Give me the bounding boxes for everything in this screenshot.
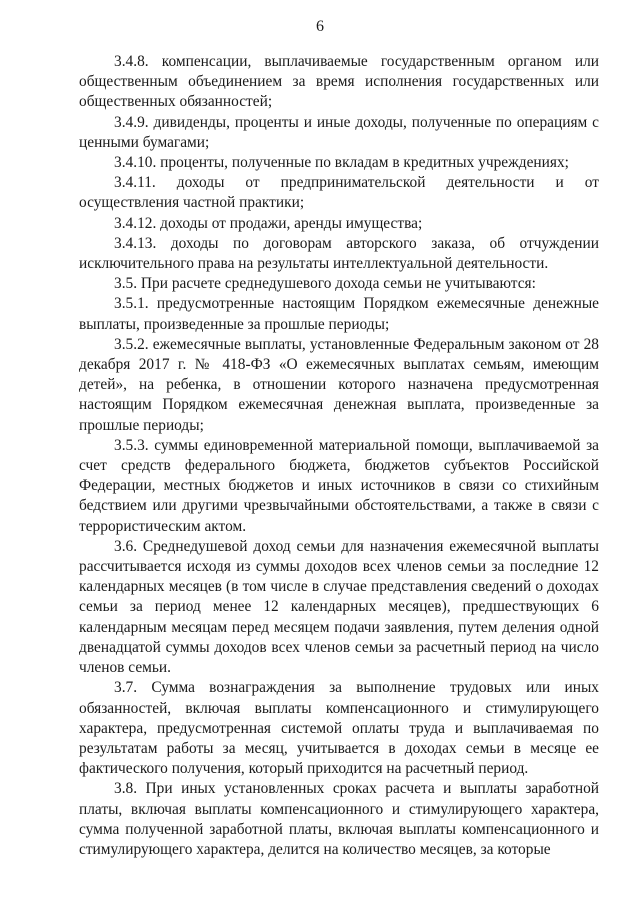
paragraph-3-4-11: 3.4.11. доходы от предпринимательской деятельности и от осуществления частной практики; [79,174,599,212]
paragraph-3-8: 3.8. При иных установленных сроках расчета и выплаты заработной платы, включая выплаты компенсационного и стимулирующего характера, сумма полученной заработной платы, включая выплаты компенсационного и стимулирующего характера, делится на количество месяцев, за которые [79,780,599,858]
paragraph-3-4-9: 3.4.9. дивиденды, проценты и иные доходы, полученные по операциям с ценными бумагами; [79,113,599,151]
paragraph-3-4-12: 3.4.12. доходы от продажи, аренды имущества; [114,214,423,232]
paragraph-3-7: 3.7. Сумма вознаграждения за выполнение трудовых или иных обязанностей, включая выплаты компенсационного и стимулирующего характера, предусмотренная системой оплаты труда и выплачиваемая по результатам работы за месяц, учитывается в доходах семьи в месяце ее фактического получения, который приходится на расчетный период. [79,679,599,778]
paragraph-3-6: 3.6. Среднедушевой доход семьи для назначения ежемесячной выплаты рассчитывается исходя из суммы доходов всех членов семьи за последние 12 календарных месяцев (в том числе в случае представления сведений о доходах семьи за период менее 12 календарных месяцев), предшествующих 6 календарным месяцам перед месяцем подачи заявления, путем деления одной двенадцатой суммы доходов всех членов семьи за расчетный период на число членов семьи. [79,537,599,677]
document-body [79,52,599,860]
page-number: 6 [316,18,324,35]
paragraph-3-5-1: 3.5.1. предусмотренные настоящим Порядком ежемесячные денежные выплаты, произведенные за прошлые периоды; [79,295,599,333]
paragraph-3-5-2: 3.5.2. ежемесячные выплаты, установленные Федеральным законом от 28 декабря 2017 г. № 418-ФЗ «О ежемесячных выплатах семьям, имеющим детей», на ребенка, в отношении которого назначена предусмотренная настоящим Порядком ежемесячная денежная выплата, произведенные за прошлые периоды; [79,335,599,434]
paragraph-3-4-8: 3.4.8. компенсации, выплачиваемые государственным органом или общественным объединением за время исполнения государственных или общественных обязанностей; [79,53,599,111]
paragraph-3-5-3: 3.5.3. суммы единовременной материальной помощи, выплачиваемой за счет средств федерального бюджета, бюджетов субъектов Российской Федерации, местных бюджетов и иных источников в связи со стихийным бедствием или другими чрезвычайными обстоятельствами, а также в связи с террористическим актом. [79,436,599,535]
paragraph-3-4-10: 3.4.10. проценты, полученные по вкладам в кредитных учреждениях; [114,154,569,172]
paragraph-3-4-13: 3.4.13. доходы по договорам авторского заказа, об отчуждении исключительного права на результаты интеллектуальной деятельности. [79,234,599,273]
paragraph-3-5: 3.5. При расчете среднедушевого дохода семьи не учитываются: [114,275,536,293]
